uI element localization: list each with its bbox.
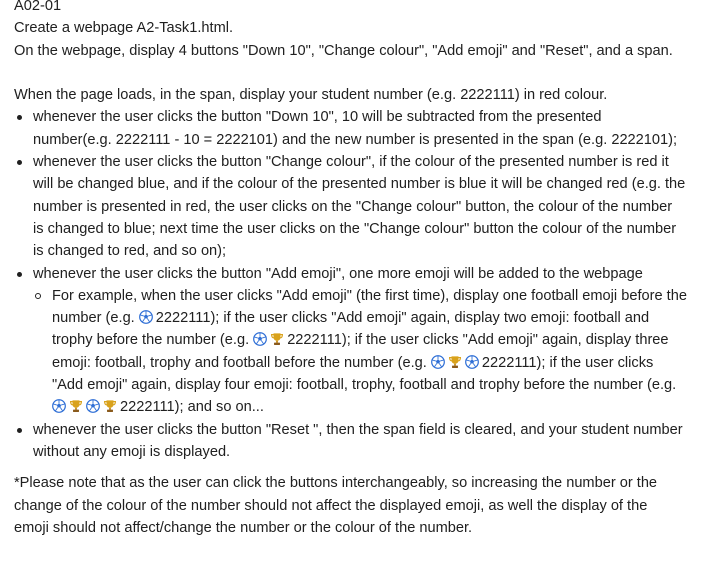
example-line-3: trophy before the number (e.g. 2222111); if the user clicks "Add emoji" again, display three: [52, 332, 669, 349]
task-heading: A02-01: [14, 0, 62, 14]
colour-line-2: will be changed blue, and if the colour of the presented number is blue it will be changed red (e.g. the: [33, 176, 686, 193]
reset-line-2: without any emoji is displayed.: [33, 443, 231, 460]
colour-line-5: is changed to red, and so on);: [33, 243, 227, 260]
example-line-5: "Add emoji" again, display four emoji: football, trophy, football and trophy before the number (e.g.: [52, 377, 677, 394]
list-item-down10: [14, 106, 708, 151]
list-item-change-colour: [14, 151, 708, 262]
trophy-icon: [270, 332, 284, 346]
football-icon: [253, 332, 267, 346]
colour-line-1: whenever the user clicks the button "Change colour", if the colour of the presented number is red it: [33, 154, 669, 171]
football-icon: [139, 310, 153, 324]
football-icon: [431, 355, 445, 369]
example-line-1: For example, when the user clicks "Add emoji" (the first time), display one football emoji before the: [52, 287, 687, 304]
trophy-icon: [448, 355, 462, 369]
down10-line-2: number(e.g. 2222111 - 10 = 2222101) and the new number is presented in the span (e.g. 2222101);: [33, 131, 678, 148]
intro-line-1: Create a webpage A2-Task1.html.: [14, 20, 234, 37]
note-line-3: emoji should not affect/change the number or the colour of the number.: [14, 519, 473, 536]
football-icon: [52, 399, 66, 413]
note-line-2: change of the colour of the number should not affect the displayed emoji, as well the display of the: [14, 497, 648, 514]
list-item-add-emoji: [14, 263, 708, 419]
list-item-reset: [14, 419, 708, 464]
example-line-4: emoji: football, trophy and football before the number (e.g. 2222111); if the user clicks: [52, 354, 654, 371]
spacer: [14, 62, 708, 84]
trophy-icon: [69, 399, 83, 413]
intro-line-2: On the webpage, display 4 buttons "Down 10", "Change colour", "Add emoji" and "Reset", and a span.: [14, 42, 673, 59]
example-line-2: number (e.g. 2222111); if the user clicks "Add emoji" again, display two emoji: football and: [52, 310, 650, 327]
colour-line-4: is changed to blue; next time the user clicks on the "Change colour" button the colour of the number: [33, 220, 677, 237]
reset-line-1: whenever the user clicks the button "Reset ", then the span field is cleared, and your student number: [33, 421, 683, 438]
football-icon: [86, 399, 100, 413]
emoji-line-1: whenever the user clicks the button "Add emoji", one more emoji will be added to the webpage: [33, 265, 643, 282]
emoji-example-list: [33, 285, 708, 419]
note-line-1: *Please note that as the user can click the buttons interchangeably, so increasing the number or the: [14, 475, 658, 492]
list-item-emoji-example: [33, 285, 708, 419]
trophy-icon: [103, 399, 117, 413]
colour-line-3: number is presented in red, the user clicks on the "Change colour" button, the colour of the number: [33, 198, 673, 215]
requirements-list: [14, 106, 708, 463]
football-icon: [465, 355, 479, 369]
example-line-6: 2222111); and so on...: [52, 396, 708, 418]
note-paragraph: [14, 472, 708, 539]
down10-line-1: whenever the user clicks the button "Down 10", 10 will be subtracted from the presented: [33, 109, 602, 126]
onload-instruction: When the page loads, in the span, display your student number (e.g. 2222111) in red colour.: [14, 87, 608, 104]
